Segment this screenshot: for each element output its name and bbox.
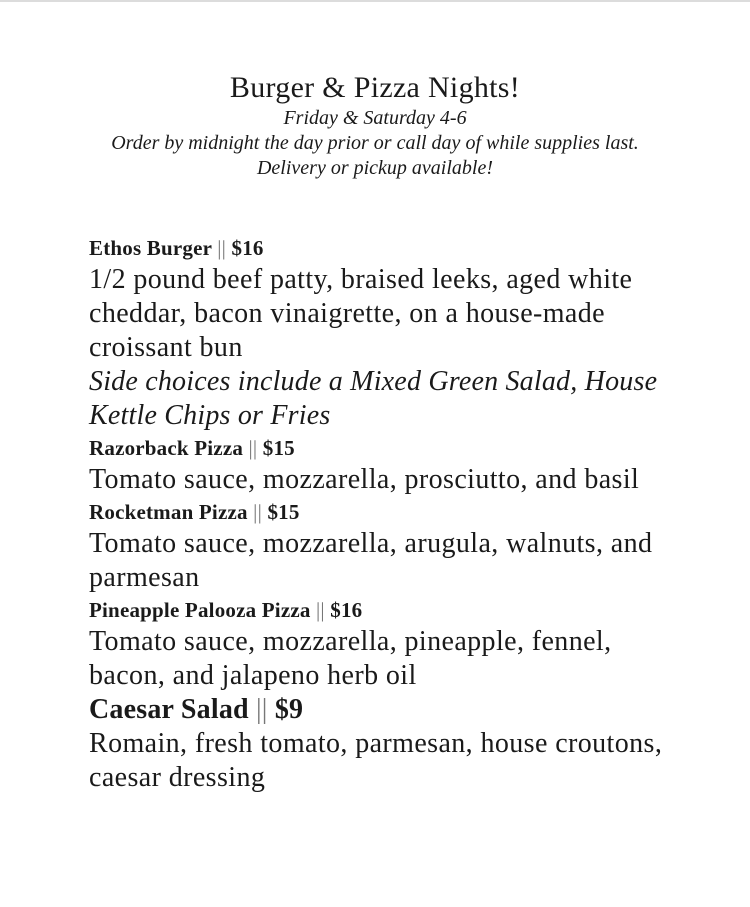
- page-title: Burger & Pizza Nights!: [229, 71, 521, 104]
- item-heading: [89, 497, 679, 527]
- item-name: Caesar Salad: [89, 694, 249, 725]
- item-separator: ||: [316, 598, 325, 622]
- top-divider: [0, 0, 750, 2]
- menu-item-rocketman-pizza: [89, 497, 679, 595]
- item-price: $15: [267, 500, 300, 524]
- order-note: Order by midnight the day prior or call day of while supplies last.: [111, 132, 639, 154]
- item-name: Ethos Burger: [89, 236, 212, 260]
- item-heading: [89, 595, 679, 625]
- delivery-note: Delivery or pickup available!: [256, 157, 494, 179]
- menu-item-caesar-salad: [89, 693, 679, 795]
- menu-item-pineapple-palooza-pizza: [89, 595, 679, 693]
- item-price: $9: [274, 694, 304, 725]
- item-name: Pineapple Palooza Pizza: [89, 598, 311, 622]
- item-description: Romain, fresh tomato, parmesan, house croutons, caesar dressing: [89, 728, 663, 793]
- item-description: Tomato sauce, mozzarella, pineapple, fennel, bacon, and jalapeno herb oil: [89, 626, 612, 691]
- item-price: $15: [262, 436, 295, 460]
- schedule-text: Friday & Saturday 4-6: [283, 107, 467, 129]
- item-separator: ||: [253, 500, 262, 524]
- item-description: 1/2 pound beef patty, braised leeks, aged white cheddar, bacon vinaigrette, on a house-made croissant bun: [89, 264, 633, 363]
- menu-header: [0, 70, 750, 181]
- item-separator: ||: [256, 694, 268, 725]
- item-price: $16: [330, 598, 363, 622]
- item-separator: ||: [248, 436, 258, 460]
- item-side-note: Side choices include a Mixed Green Salad, House Kettle Chips or Fries: [89, 366, 658, 431]
- item-price: $16: [231, 236, 264, 260]
- menu-item-razorback-pizza: [89, 433, 679, 497]
- item-separator: ||: [217, 236, 227, 260]
- item-name: Razorback Pizza: [89, 436, 244, 460]
- menu-item-ethos-burger: [89, 233, 679, 433]
- item-description: Tomato sauce, mozzarella, arugula, walnuts, and parmesan: [89, 528, 653, 593]
- item-description: Tomato sauce, mozzarella, prosciutto, and basil: [89, 464, 640, 495]
- menu-list: [89, 233, 679, 795]
- item-heading: [89, 233, 679, 263]
- item-name: Rocketman Pizza: [89, 500, 248, 524]
- item-heading: [89, 433, 679, 463]
- item-heading: [89, 693, 679, 727]
